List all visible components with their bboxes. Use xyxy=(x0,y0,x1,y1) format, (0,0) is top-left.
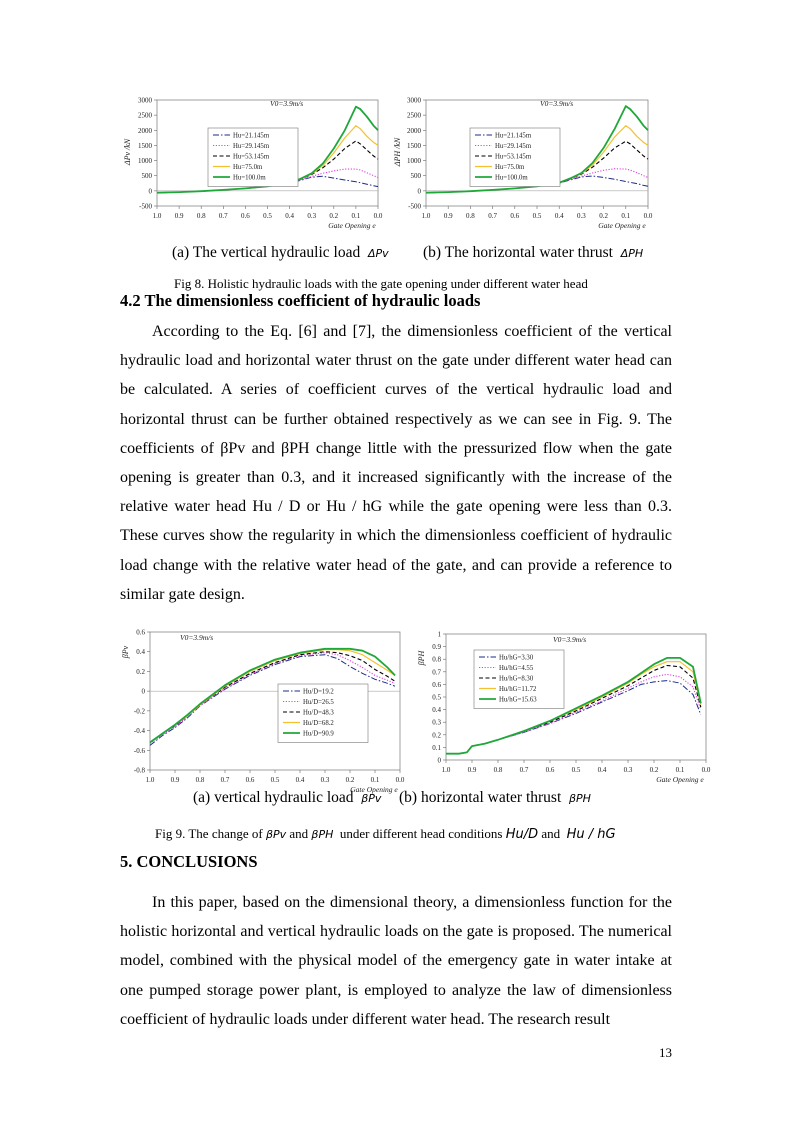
y-tick-label: 0 xyxy=(148,187,152,196)
x-tick-label: 0.3 xyxy=(320,776,330,784)
y-tick-label: 0.7 xyxy=(432,668,441,677)
x-tick-label: 0.2 xyxy=(599,212,608,220)
y-tick-label: 0.3 xyxy=(432,718,441,727)
y-tick-label: 0.1 xyxy=(432,743,441,752)
y-tick-label: 0.2 xyxy=(136,667,145,676)
y-tick-label: 0.4 xyxy=(432,706,441,715)
fig8-sub-a-symbol: ΔPv xyxy=(367,247,389,260)
x-tick-label: 1.0 xyxy=(152,212,162,220)
legend-label: Hu=29.145m xyxy=(495,143,532,150)
legend-label: Hu=100.0m xyxy=(233,174,266,182)
x-axis-label: Gate Opening e xyxy=(656,775,704,784)
x-tick-label: 0.9 xyxy=(170,776,180,784)
fig9-sub-b: (b) horizontal water thrust βPH xyxy=(399,789,591,806)
x-tick-label: 0.0 xyxy=(373,212,383,220)
section-4-2-paragraph xyxy=(120,317,672,609)
y-tick-label: 500 xyxy=(141,172,152,181)
x-tick-label: 0.7 xyxy=(220,776,230,784)
legend-label: Hu=29.145m xyxy=(233,143,270,150)
y-tick-label: 0.2 xyxy=(432,731,441,740)
legend-label: Hu=75.0m xyxy=(233,164,263,171)
y-axis-label: ΔPH /kN xyxy=(393,137,402,167)
fig9a-chart xyxy=(120,626,410,794)
fig8a-chart xyxy=(120,92,390,242)
section-4-2-heading: 4.2 The dimensionless coefficient of hydraulic loads xyxy=(120,291,481,310)
x-tick-label: 0.5 xyxy=(532,212,542,220)
y-tick-label: 1000 xyxy=(407,157,421,166)
x-tick-label: 0.4 xyxy=(295,776,305,784)
x-tick-label: 0.2 xyxy=(649,766,659,774)
x-tick-label: 0.3 xyxy=(307,212,317,220)
y-tick-label: -0.8 xyxy=(133,766,145,775)
chart-annotation: V0=3.9m/s xyxy=(540,99,574,108)
fig8b-chart xyxy=(390,92,660,242)
y-tick-label: 0 xyxy=(437,756,441,765)
x-tick-label: 0.8 xyxy=(466,212,475,220)
page-number: 13 xyxy=(659,1045,672,1060)
y-tick-label: -0.2 xyxy=(133,707,145,716)
legend-label: Hu/D=68.2 xyxy=(303,720,334,727)
x-tick-label: 0.8 xyxy=(195,776,205,784)
legend-label: Hu/D=90.9 xyxy=(303,730,334,738)
y-tick-label: -500 xyxy=(139,202,152,211)
x-tick-label: 0.3 xyxy=(623,766,633,774)
x-tick-label: 0.6 xyxy=(510,212,520,220)
x-tick-label: 0.7 xyxy=(218,212,228,220)
x-tick-label: 0.6 xyxy=(545,766,555,774)
x-tick-label: 0.0 xyxy=(701,766,711,774)
x-axis-label: Gate Opening e xyxy=(350,785,398,794)
x-tick-label: 0.5 xyxy=(270,776,280,784)
y-tick-label: 0 xyxy=(417,187,421,196)
fig8-sub-a: (a) The vertical hydraulic load ΔPv xyxy=(172,244,389,261)
legend-label: Hu/D=19.2 xyxy=(303,688,334,696)
section-5-paragraph xyxy=(120,888,672,1034)
fig9-sub-b-symbol: βPH xyxy=(569,792,591,805)
x-tick-label: 0.9 xyxy=(443,212,453,220)
x-tick-label: 0.4 xyxy=(597,766,607,774)
chart-annotation: V0=3.9m/s xyxy=(553,635,587,644)
y-tick-label: 2000 xyxy=(407,126,421,135)
y-tick-label: -0.4 xyxy=(133,727,145,736)
section-5-heading: 5. CONCLUSIONS xyxy=(120,852,258,871)
legend-label: Hu/hG=15.63 xyxy=(499,696,537,704)
y-tick-label: 0.6 xyxy=(136,628,145,637)
legend-label: Hu=100.0m xyxy=(495,174,528,182)
x-tick-label: 0.0 xyxy=(395,776,405,784)
legend-label: Hu=21.145m xyxy=(233,132,270,140)
section-5-text: In this paper, based on the dimensional theory, a dimensionless function for the holistic horizontal and vertical hydraulic loads on the gate is proposed. The numerical model, combined with the physical model of the emergency gate in water intake at one pumped storage power plant, is employed to analyze the law of dimensionless coefficient of hydraulic loads under different water head. The research result xyxy=(120,894,672,1028)
fig9-caption: Fig 9. The change of βPv and βPH under different head conditions Hu/D and Hu / hG xyxy=(155,826,616,842)
y-axis-label: ΔPv /kN xyxy=(123,138,132,166)
y-tick-label: -500 xyxy=(408,202,421,211)
x-tick-label: 0.2 xyxy=(329,212,339,220)
legend-label: Hu/hG=11.72 xyxy=(499,686,537,693)
x-tick-label: 0.5 xyxy=(263,212,272,220)
y-tick-label: 2000 xyxy=(138,126,152,135)
y-tick-label: 1500 xyxy=(138,141,152,150)
y-tick-label: 0.5 xyxy=(432,693,441,702)
legend-label: Hu/D=26.5 xyxy=(303,699,334,706)
y-tick-label: 1000 xyxy=(138,157,152,166)
y-tick-label: 0.8 xyxy=(432,655,441,664)
x-tick-label: 0.8 xyxy=(493,766,503,774)
x-tick-label: 0.6 xyxy=(245,776,255,784)
y-tick-label: 1 xyxy=(437,630,441,639)
section-4-2-text: According to the Eq. [6] and [7], the dimensionless coefficient of the vertical hydraulic load and horizontal water thrust on the gate under different water head can be calculated. A series of coefficient curves of the vertical hydraulic load and horizontal thrust can be further obtained respectively as we can see in Fig. 9. The coefficients of βPv and βPH change little with the pressurized flow when the gate opening is greater than 0.3, and it increased significantly with the increase of the relative water head Hu / D or Hu / hG while the gate opening were less than 0.3. These curves show the regularity in which the dimensionless coefficient of hydraulic load change with the relative water head of the gate, and can provide a reference to similar gate design. xyxy=(120,323,672,603)
x-tick-label: 0.1 xyxy=(621,212,631,220)
y-axis-label: βPv xyxy=(121,645,130,659)
fig8-sub-b: (b) The horizontal water thrust ΔPH xyxy=(423,244,644,261)
x-tick-label: 0.1 xyxy=(351,212,361,220)
legend-label: Hu/hG=3.30 xyxy=(499,654,534,662)
legend-label: Hu=53.145m xyxy=(495,153,532,161)
legend-label: Hu/hG=8.30 xyxy=(499,675,534,683)
y-tick-label: 2500 xyxy=(138,111,152,120)
x-tick-label: 0.4 xyxy=(285,212,294,220)
x-tick-label: 1.0 xyxy=(421,212,431,220)
x-tick-label: 0.2 xyxy=(345,776,355,784)
x-tick-label: 1.0 xyxy=(145,776,155,784)
x-tick-label: 0.0 xyxy=(643,212,653,220)
y-tick-label: -0.6 xyxy=(133,746,145,755)
y-tick-label: 1500 xyxy=(407,141,421,150)
x-tick-label: 0.5 xyxy=(571,766,581,774)
y-axis-label: βPH xyxy=(417,650,426,666)
legend-label: Hu=21.145m xyxy=(495,132,532,140)
y-tick-label: 0.9 xyxy=(432,643,441,652)
x-tick-label: 0.7 xyxy=(488,212,497,220)
x-tick-label: 1.0 xyxy=(441,766,451,774)
chart-annotation: V0=3.9m/s xyxy=(180,633,214,642)
y-tick-label: 0 xyxy=(141,687,145,696)
legend-label: Hu=75.0m xyxy=(495,164,525,171)
x-axis-label: Gate Opening e xyxy=(598,221,646,230)
fig9-sub-a: (a) vertical hydraulic load βPv xyxy=(193,789,382,806)
x-tick-label: 0.4 xyxy=(554,212,564,220)
x-tick-label: 0.9 xyxy=(174,212,184,220)
x-axis-label: Gate Opening e xyxy=(328,221,376,230)
x-tick-label: 0.1 xyxy=(370,776,380,784)
x-tick-label: 0.7 xyxy=(519,766,529,774)
x-tick-label: 0.8 xyxy=(196,212,206,220)
x-tick-label: 0.6 xyxy=(241,212,250,220)
y-tick-label: 2500 xyxy=(407,111,421,120)
fig9-sub-a-symbol: βPv xyxy=(361,792,382,805)
y-tick-label: 0.4 xyxy=(136,648,145,657)
y-tick-label: 500 xyxy=(410,172,421,181)
fig8-sub-b-symbol: ΔPH xyxy=(620,247,644,260)
y-tick-label: 0.6 xyxy=(432,680,441,689)
legend-label: Hu=53.145m xyxy=(233,153,270,161)
x-tick-label: 0.9 xyxy=(467,766,477,774)
x-tick-label: 0.3 xyxy=(577,212,586,220)
x-tick-label: 0.1 xyxy=(675,766,685,774)
legend-label: Hu/D=48.3 xyxy=(303,709,334,717)
fig9b-chart xyxy=(418,626,714,784)
fig8-caption: Fig 8. Holistic hydraulic loads with the gate opening under different water head xyxy=(174,276,588,291)
legend-label: Hu/hG=4.55 xyxy=(499,665,534,672)
y-tick-label: 3000 xyxy=(407,96,421,105)
y-tick-label: 3000 xyxy=(138,96,152,105)
chart-annotation: V0=3.9m/s xyxy=(270,99,304,108)
